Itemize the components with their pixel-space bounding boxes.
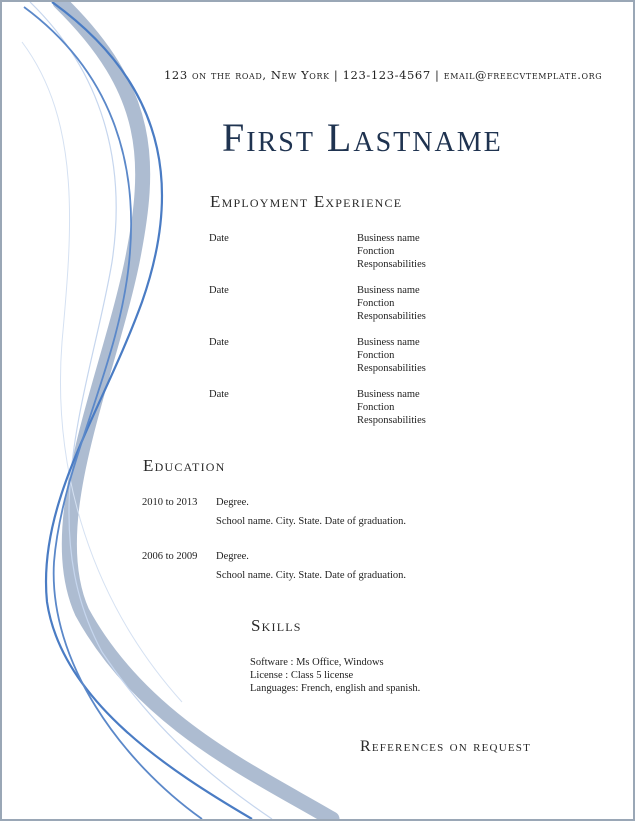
business-name: Business name	[357, 285, 420, 296]
education-school: School name. City. State. Date of graduation.	[216, 516, 407, 527]
business-name: Business name	[357, 337, 420, 348]
skill-item: Languages: French, english and spanish.	[250, 683, 421, 694]
education-heading: Education	[143, 456, 226, 475]
employment-details	[357, 284, 426, 323]
job-responsibilities: Responsabilities	[357, 415, 426, 426]
skills-heading: Skills	[251, 616, 302, 635]
job-function: Fonction	[357, 350, 395, 361]
skill-item: License : Class 5 license	[250, 670, 354, 681]
employment-date: Date	[209, 337, 229, 348]
contact-line: 123 on the road, New York | 123-123-4567 | email@freecvtemplate.org	[164, 68, 603, 82]
full-name: First Lastname	[222, 115, 503, 160]
employment-date: Date	[209, 233, 229, 244]
job-function: Fonction	[357, 402, 395, 413]
job-responsibilities: Responsabilities	[357, 363, 426, 374]
education-degree: Degree.	[216, 497, 249, 508]
skills-list	[250, 656, 420, 695]
business-name: Business name	[357, 233, 420, 244]
employment-details	[357, 388, 426, 427]
references-note: References on request	[360, 738, 531, 755]
job-function: Fonction	[357, 246, 395, 257]
job-responsibilities: Responsabilities	[357, 259, 426, 270]
employment-details	[357, 336, 426, 375]
education-years: 2006 to 2009	[142, 551, 198, 562]
education-years: 2010 to 2013	[142, 497, 198, 508]
skill-item: Software : Ms Office, Windows	[250, 657, 384, 668]
employment-date: Date	[209, 389, 229, 400]
education-degree: Degree.	[216, 551, 249, 562]
education-school: School name. City. State. Date of graduation.	[216, 570, 407, 581]
employment-heading: Employment Experience	[210, 192, 403, 211]
job-responsibilities: Responsabilities	[357, 311, 426, 322]
employment-details	[357, 232, 426, 271]
business-name: Business name	[357, 389, 420, 400]
job-function: Fonction	[357, 298, 395, 309]
employment-date: Date	[209, 285, 229, 296]
